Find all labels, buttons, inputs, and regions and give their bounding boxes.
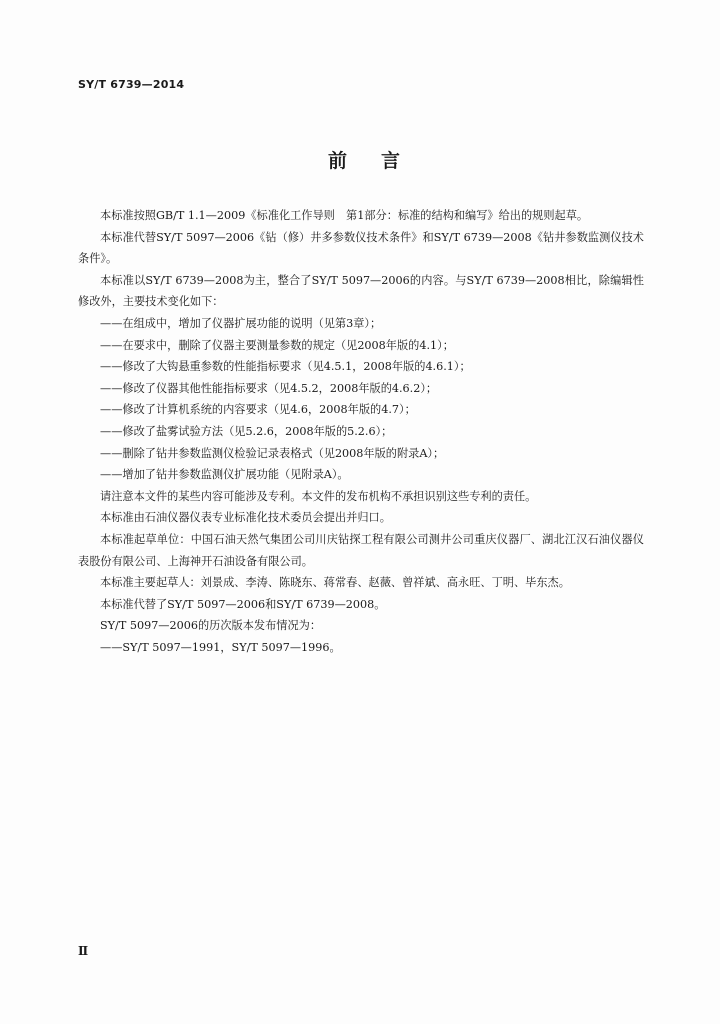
change-item: ——在组成中，增加了仪器扩展功能的说明（见第3章）； (100, 316, 382, 330)
change-item: ——修改了计算机系统的内容要求（见4.6，2008年版的4.7）； (100, 403, 416, 417)
paragraph-proposer: 本标准由石油仪器仪表专业标准化技术委员会提出并归口。 (100, 511, 391, 525)
paragraph-replaces: 本标准代替SY/T 5097—2006《钻（修）井多参数仪技术条件》和SY/T 6739—2008《钻井参数监测仪技术条件》。 (78, 230, 644, 266)
paragraph-drafters: 本标准主要起草人：刘景成、李涛、陈晓东、蒋常春、赵薇、曾祥斌、高永旺、丁明、毕东杰。 (100, 576, 570, 590)
history-item: ——SY/T 5097—1991，SY/T 5097—1996。 (100, 640, 341, 654)
paragraph-drafting-units: 本标准起草单位：中国石油天然气集团公司川庆钻探工程有限公司测井公司重庆仪器厂、湖北江汉石油仪器仪表股份有限公司、上海神开石油设备有限公司。 (78, 532, 644, 568)
page-number: Ⅱ (78, 944, 89, 958)
standard-code: SY/T 6739—2014 (78, 78, 185, 91)
paragraph-patent-notice: 请注意本文件的某些内容可能涉及专利。本文件的发布机构不承担识别这些专利的责任。 (100, 489, 537, 503)
paragraph-superseded: 本标准代替了SY/T 5097—2006和SY/T 6739—2008。 (100, 597, 386, 611)
paragraph-history-intro: SY/T 5097—2006的历次版本发布情况为： (100, 619, 322, 633)
paragraph-drafting-rules: 本标准按照GB/T 1.1—2009《标准化工作导则 第1部分：标准的结构和编写》给出的规则起草。 (100, 209, 589, 222)
change-item: ——删除了钻井参数监测仪检验记录表格式（见2008年版的附录A）； (100, 446, 445, 460)
preface-body (78, 205, 644, 658)
page-title: 前言 (327, 150, 434, 172)
change-item: ——修改了大钩悬重参数的性能指标要求（见4.5.1，2008年版的4.6.1）； (100, 360, 471, 374)
change-item: ——修改了盐雾试验方法（见5.2.6，2008年版的5.2.6）； (100, 424, 393, 438)
paragraph-main-changes: 本标准以SY/T 6739—2008为主，整合了SY/T 5097—2006的内容。与SY/T 6739—2008相比，除编辑性修改外，主要技术变化如下： (78, 273, 644, 309)
change-item: ——增加了钻井参数监测仪扩展功能（见附录A）。 (100, 468, 349, 482)
change-item: ——修改了仪器其他性能指标要求（见4.5.2，2008年版的4.6.2）； (100, 381, 438, 395)
change-item: ——在要求中，删除了仪器主要测量参数的规定（见2008年版的4.1）； (100, 338, 454, 352)
